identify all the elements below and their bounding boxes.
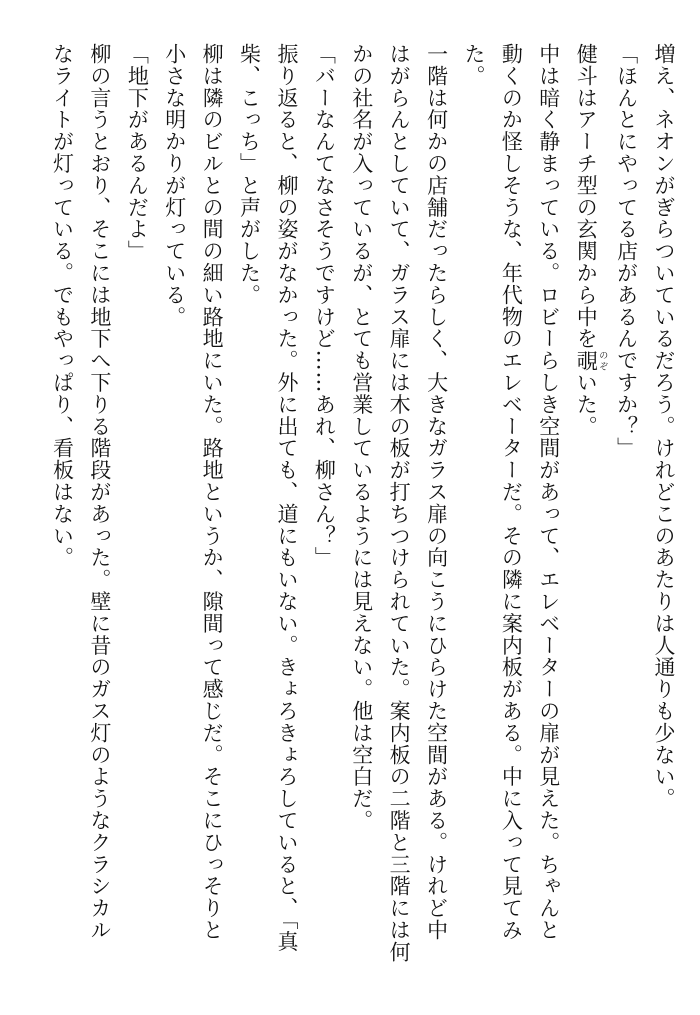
text-line-14: 小さな明かりが灯っている。 [162, 43, 187, 328]
text-line-2: 「ほんとにやってる店があるんですか？」 [614, 43, 639, 460]
text-line-3 [567, 43, 607, 973]
ruby-base: 覗 [574, 349, 599, 372]
text-segment: いた。 [574, 371, 599, 438]
text-line-1: 増え、ネオンがぎらついているだろう。けれどこのあたりは人通りも少ない。 [652, 43, 676, 810]
text-line-9: かの社名が入っているが、とても営業しているようには見えない。他は空白だ。 [349, 43, 374, 832]
text-line-12: 柴、こっち」と声がした。 [237, 43, 262, 306]
ruby-word [574, 349, 608, 372]
text-line-4: 中は暗く静まっている。ロビーらしき空間があって、エレベーターの扉が見えた。ちゃんと [536, 43, 561, 941]
ruby-reading: のぞ [597, 349, 608, 372]
text-line-8: はがらんとしていて、ガラス扉には木の板が打ちつけられていた。案内板の二階と三階には何 [387, 43, 412, 963]
text-line-5: 動くのか怪しそうな、年代物のエレベーターだ。その隣に案内板がある。中に入って見てみ [499, 43, 524, 941]
text-line-13: 柳は隣のビルとの間の細い路地にいた。路地というか、隙間って感じだ。そこにひっそりと [200, 43, 225, 941]
text-segment: 健斗はアーチ型の玄関から中を [574, 43, 599, 350]
text-line-15: 「地下があるんだよ」 [125, 43, 150, 262]
text-line-6: た。 [461, 43, 486, 87]
vertical-text-body [43, 43, 682, 973]
text-line-7: 一階は何かの店舗だったらしく、大きなガラス扉の向こうにひらけた空間がある。けれど中 [424, 43, 449, 941]
text-line-10: 「バーなんてなさそうですけど……あれ、柳さん？」 [312, 43, 337, 569]
text-line-11: 振り返ると、柳の姿がなかった。外に出ても、道にもいない。きょろきょろしていると、「真 [274, 43, 299, 953]
text-line-17: なライトが灯っている。でもやっぱり、看板はない。 [50, 43, 75, 569]
text-line-16: 柳の言うとおり、そこには地下へ下りる階段があった。壁に昔のガス灯のようなクラシカル [87, 43, 112, 941]
